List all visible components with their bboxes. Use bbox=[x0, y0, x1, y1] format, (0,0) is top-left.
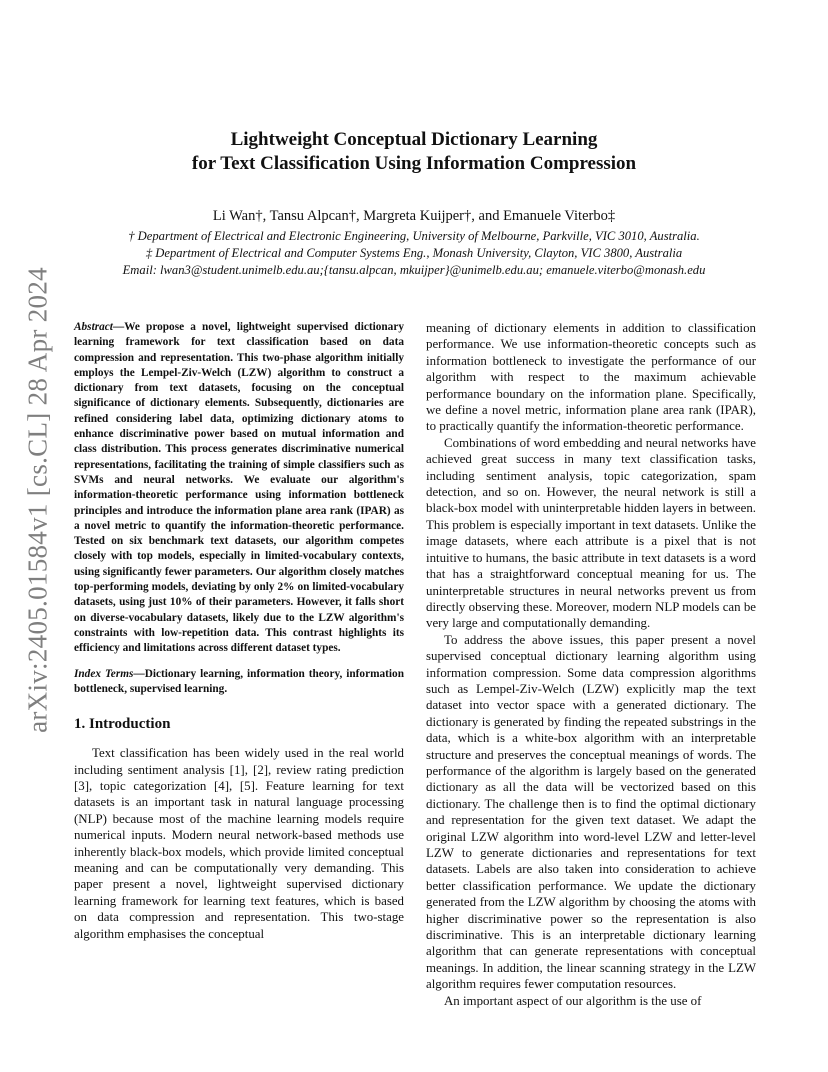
intro-paragraph-1: Text classification has been widely used in the real world including sentiment analysis [1], [2], review rating prediction [3], topic categorization [4], [5]. Feature learning for text datasets is an important task in natural language processing (NLP) because most of the machine learning models require numerical inputs. Modern neural network-based methods use inherently black-box models, which provide limited conceptual meaning and can be computationally very demanding. This paper present a novel, lightweight supervised dictionary learning framework for learning text features, which is based on data compression and representation. This two-stage algorithm emphasises the conceptual bbox=[74, 746, 404, 941]
intro-paragraph-4: To address the above issues, this paper present a novel supervised conceptual dictionary learning algorithm using information compression. Some data compression algorithms such as Lempel-Ziv-Welch (LZW) explicitly map the text dataset into vector space with a generated dictionary. The dictionary is generated by finding the repeated substrings in the data, which is a white-box algorithm with an interpretable structure and preserves the conceptual meanings of words. The performance of the algorithm is largely based on the generated dictionary as all the data will be vectorized based on this dictionary. The challenge then is to find the optimal dictionary and representation for the given text dataset. We adapt the original LZW algorithm into word-level LZW and letter-level LZW to generate dictionaries and representations for text datasets. Labels are also taken into consideration to achieve better classification performance. We update the dictionary generated from the LZW algorithm by choosing the atoms with higher discriminative power so the representation is also discriminative. This is an interpretable dictionary learning algorithm that can generate representations with conceptual meanings. In addition, the linear scanning strategy in the LZW algorithm requires fewer computation resources. bbox=[426, 632, 756, 992]
section-heading-introduction: 1. Introduction bbox=[74, 716, 171, 733]
abstract bbox=[74, 320, 404, 657]
arxiv-identifier: arXiv:2405.01584v1 [cs.CL] 28 Apr 2024 bbox=[22, 267, 53, 733]
abstract-label: Abstract bbox=[74, 321, 113, 333]
abstract-text: —We propose a novel, lightweight supervised dictionary learning framework for text classification based on data compression and representation. This two-phase algorithm initially employs the Lempel-Ziv-Welch (LZW) algorithm to construct a dictionary from text datasets, focusing on the conceptual significance of dictionary elements. Subsequently, dictionaries are refined considering label data, optimizing dictionary atoms to enhance discriminative power based on mutual information and class distribution. This process generates discriminative numerical representations, facilitating the training of simple classifiers such as SVMs and neural networks. We evaluate our algorithm's information-theoretic performance using information bottleneck principles and introduce the information plane area rank (IPAR) as a novel metric to quantify the information-theoretic performance. Tested on six benchmark text datasets, our algorithm competes closely with top models, especially in limited-vocabulary contexts, using significantly fewer parameters. Our algorithm closely matches top-performing models, deviating by only 2% on limited-vocabulary datasets, using just 10% of their parameters. However, it falls short on diverse-vocabulary datasets, likely due to the LZW algorithm's constraints with low-repetition data. This contrast highlights its efficiency and limitations across different dataset types. bbox=[74, 321, 404, 655]
affiliation-1: † Department of Electrical and Electronic Engineering, University of Melbourne, Parkville, VIC 3010, Australia. bbox=[128, 229, 700, 243]
paper-title bbox=[0, 128, 828, 176]
title-line-1: Lightweight Conceptual Dictionary Learning bbox=[230, 129, 598, 150]
left-column bbox=[74, 320, 404, 942]
arxiv-sidebar bbox=[18, 267, 58, 733]
index-terms bbox=[74, 667, 404, 698]
email-line: Email: lwan3@student.unimelb.edu.au;{tansu.alpcan, mkuijper}@unimelb.edu.au; emanuele.viterbo@monash.edu bbox=[122, 263, 706, 277]
affiliation-2: ‡ Department of Electrical and Computer Systems Eng., Monash University, Clayton, VIC 3800, Australia bbox=[145, 246, 683, 260]
index-terms-text: —Dictionary learning, information theory, information bottleneck, supervised learning. bbox=[74, 667, 404, 695]
intro-paragraph-2: meaning of dictionary elements in addition to classification performance. We use information-theoretic concepts such as information bottleneck to investigate the performance of our algorithm with respect to the maximum achievable performance boundary on the information plane. Specifically, we define a novel metric, information plane area rank (IPAR), to practically quantify the information-theoretic performance. bbox=[426, 321, 756, 434]
title-line-2: for Text Classification Using Information Compression bbox=[191, 153, 637, 174]
intro-paragraph-3: Combinations of word embedding and neural networks have achieved great success in many text classification tasks, including sentiment analysis, topic categorization, spam detection, and so on. However, the neural network is still a black-box model with uninterpretable hidden layers in between. This problem is especially important in text datasets. Unlike the image datasets, where each attribute is a pixel that is not intuitive to humans, the basic attribute in text datasets is a word that has a straightforward conceptual meaning for us. The uninterpretable structures in neural networks prevent us from directly observing these. Moreover, modern NLP models can be very large and computationally demanding. bbox=[426, 435, 756, 631]
right-column bbox=[426, 320, 756, 1009]
index-terms-label: Index Terms bbox=[74, 667, 134, 680]
intro-paragraph-5: An important aspect of our algorithm is the use of bbox=[444, 993, 702, 1008]
author-list: Li Wan†, Tansu Alpcan†, Margreta Kuijper†, and Emanuele Viterbo‡ bbox=[212, 208, 616, 224]
